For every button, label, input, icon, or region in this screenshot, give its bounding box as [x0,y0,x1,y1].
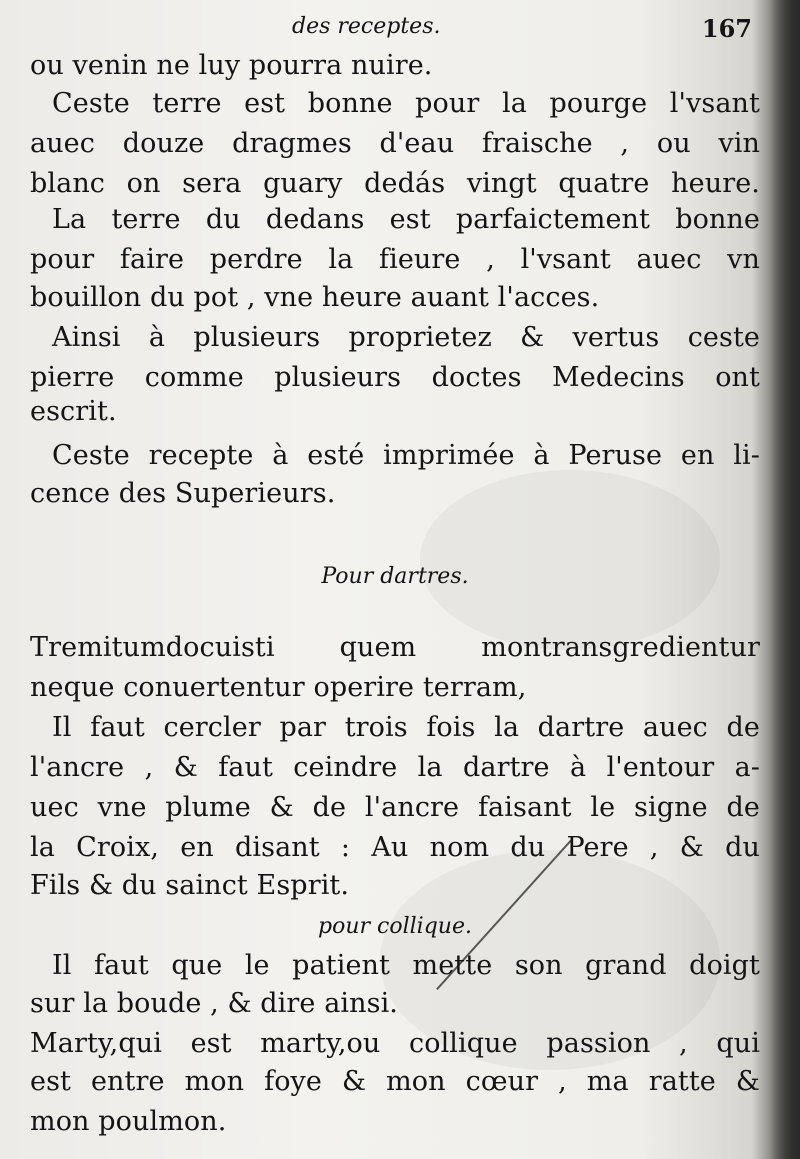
text-line: uec vne plume & de l'ancre faisant le signe de [30,792,760,823]
text-line: l'ancre , & faut ceindre la dartre à l'entour a- [30,752,760,783]
text-line: Fils & du sainct Esprit. [30,870,350,901]
section-heading-dartres: Pour dartres. [321,564,469,589]
text-line: escrit. [30,396,117,427]
text-line: Ainsi à plusieurs proprietez & vertus ceste [52,322,760,353]
text-line: auec douze dragmes d'eau fraische , ou vin [30,128,760,159]
text-line: Il faut que le patient mette son grand doigt [52,950,760,981]
text-line: blanc on sera guary dedás vingt quatre heure. [30,168,760,199]
page-number: 167 [701,14,752,43]
text-line: pour faire perdre la fieure , l'vsant auec vn [30,244,760,275]
text-line: Il faut cercler par trois fois la dartre auec de [52,712,760,743]
text-line: neque conuertentur operire terram, [30,672,527,703]
text-line: la Croix, en disant : Au nom du Pere , & du [30,832,760,863]
text-line: La terre du dedans est parfaictement bonne [52,204,760,235]
text-line: Tremitumdocuisti quem montransgredientur [30,632,760,663]
running-head: des receptes. [292,14,441,39]
text-line: cence des Superieurs. [30,478,336,509]
page-header [30,14,760,46]
text-line: bouillon du pot , vne heure auant l'acces. [30,282,600,313]
section-heading-collique: pour collique. [318,914,472,939]
text-line: mon poulmon. [30,1106,227,1137]
text-line: Ceste recepte à esté imprimée à Peruse en li- [52,440,760,471]
text-line: Ceste terre est bonne pour la pourge l'vsant [52,88,760,119]
text-line: ou venin ne luy pourra nuire. [30,50,433,81]
text-line: sur la boude , & dire ainsi. [30,988,398,1019]
page-edge-shadow [770,0,800,1159]
text-line: Marty,qui est marty,ou collique passion , qui [30,1028,760,1059]
text-line: pierre comme plusieurs doctes Medecins ont [30,362,760,393]
text-line: est entre mon foye & mon cœur , ma ratte & [30,1066,760,1097]
